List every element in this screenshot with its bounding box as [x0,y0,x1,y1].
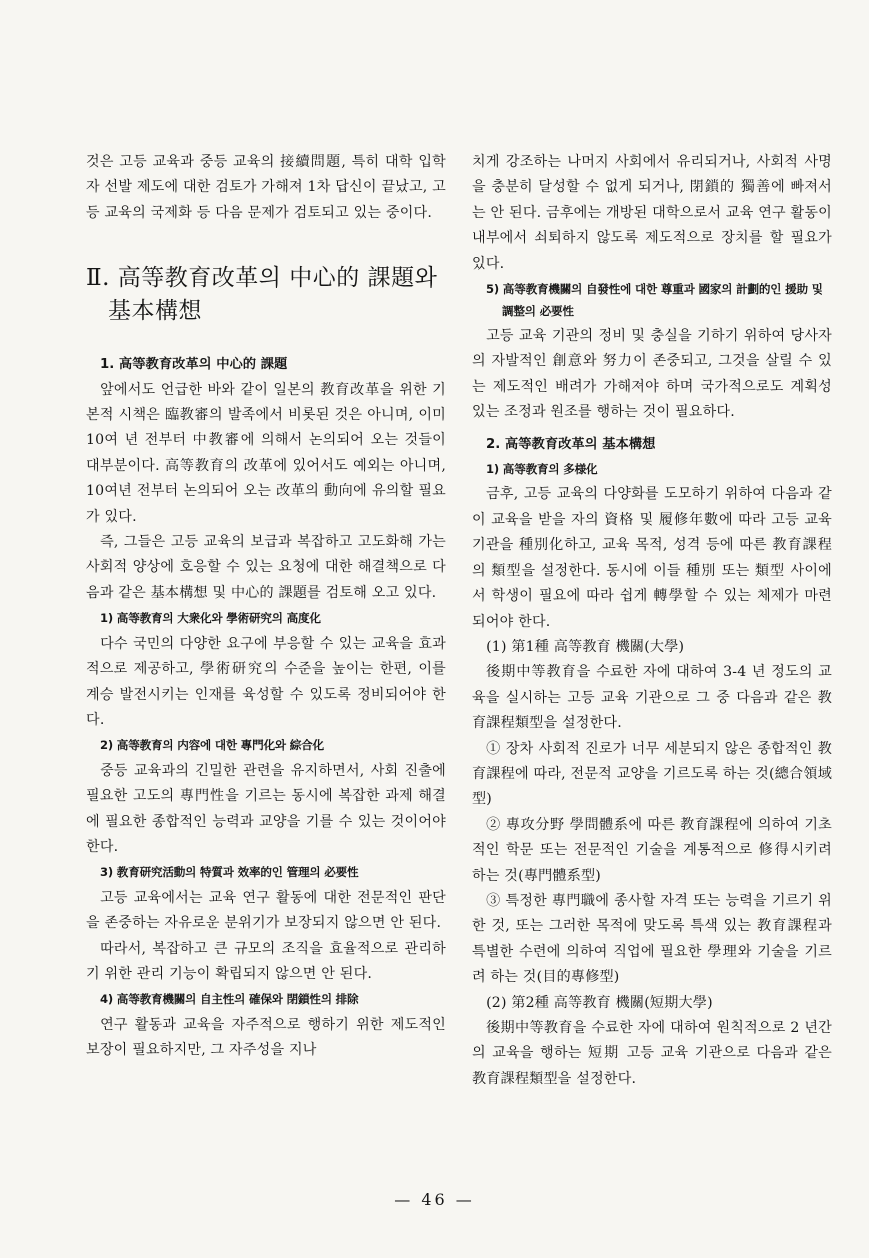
paragraph: 後期中等教育을 수료한 자에 대하여 원칙적으로 2 년간의 교육을 행하는 短期 고등 교육 기관으로 다음과 같은 教育課程類型을 설정한다. [472,1020,832,1087]
paragraph: 앞에서도 언급한 바와 같이 일본의 教育改革을 위한 기본적 시책은 臨教審의 발족에서 비롯된 것은 아니며, 이미 10여 년 전부터 中教審에 의해서 논의되어 오는 것들이 대부분이다. 高等教育의 改革에 있어서도 예외는 아니며, 10여년 전부터 논의되어 오는 改革의 動向에 유의할 필요가 있다. [86,381,446,525]
heading-central-tasks: 1. 高等教育改革의 中心的 課題 [100,357,288,373]
paragraph: 연구 활동과 교육을 자주적으로 행하기 위한 제도적인 보장이 필요하지만, 그 자주성을 지나 [86,1016,446,1059]
paragraph: 중등 교육과의 긴밀한 관련을 유지하면서, 사회 진출에 필요한 고도의 專門性을 기르는 동시에 복잡한 과제 해결에 필요한 종합적인 능력과 교양을 기를 수 있는 것이어야 한다. [86,762,446,855]
section-title: Ⅱ. 高等教育改革의 中心的 課題와 基本構想 [86,265,438,325]
paragraph: 고등 교육 기관의 정비 및 충실을 기하기 위하여 당사자의 자발적인 創意와 努力이 존중되고, 그것을 살릴 수 있는 제도적인 배려가 가해져야 하며 국가적으로도 계획성 있는 조정과 원조를 행하는 것이 필요하다. [472,328,832,421]
paragraph-intro: 것은 고등 교육과 중등 교육의 接續問題, 특히 대학 입학자 선발 제도에 대한 검토가 가해져 1차 답신이 끝났고, 고등 교육의 국제화 등 다음 문제가 검토되고 있는 중이다. [86,154,446,221]
paragraph: 금후, 고등 교육의 다양화를 도모하기 위하여 다음과 같이 교육을 받을 자의 資格 및 履修年數에 따라 고등 교육 기관을 種別化하고, 교육 목적, 성격 등에 따른 教育課程의 類型을 설정한다. 동시에 이들 種別 또는 類型 사이에서 학생이 필요에 따라 쉽게 轉學할 수 있는 체제가 마련되어야 한다. [472,486,832,630]
subheading-autonomy: 4) 高等教育機關의 自主性의 確保와 閉鎖性의 排除 [100,992,359,1007]
paragraph: 따라서, 복잡하고 큰 규모의 조직을 효율적으로 관리하기 위한 관리 기능이 확립되지 않으면 안 된다. [86,940,446,982]
paragraph: 고등 교육에서는 교육 연구 활동에 대한 전문적인 판단을 존중하는 자유로운 분위기가 보장되지 않으면 안 된다. [86,889,446,932]
list-item: ③ 특정한 專門職에 종사할 자격 또는 능력을 기르기 위한 것, 또는 그러한 목적에 맞도록 특색 있는 教育課程과 특별한 수련에 의하여 직업에 필요한 學理와 기술을 기르려 하는 것(目的專修型) [472,892,832,986]
subheading-specialization: 2) 高等教育의 内容에 대한 專門化와 綜合化 [100,738,324,753]
list-item: ① 장차 사회적 진로가 너무 세분되지 않은 종합적인 教育課程에 따라, 전문적 교양을 기르도록 하는 것(總合領域型) [472,740,832,808]
paragraph: 後期中等教育을 수료한 자에 대하여 3-4 년 정도의 교육을 실시하는 고등 교육 기관으로 그 중 다음과 같은 教育課程類型을 설정한다. [472,664,832,732]
paragraph: 즉, 그들은 고등 교육의 보급과 복잡하고 고도화해 가는 사회적 양상에 호응할 수 있는 요청에 대한 해결책으로 다음과 같은 基本構想 및 中心的 課題를 검토해 오고 있다. [86,534,446,601]
heading-basic-concept: 2. 高等教育改革의 基本構想 [486,436,656,452]
paragraph-continued: 치게 강조하는 나머지 사회에서 유리되거나, 사회적 사명을 충분히 달성할 수 없게 되거나, 閉鎖的 獨善에 빠져서는 안 된다. 금후에는 개방된 대학으로서 교육 연구 활동이 내부에서 쇠퇴하지 않도록 제도적으로 장치를 할 필요가 있다. [472,154,832,272]
subheading-diversification: 1) 高等教育의 多様化 [486,462,598,477]
page-number: — 46 — [394,1190,475,1209]
item-heading-university: (1) 第1種 高等教育 機關(大學) [486,638,685,655]
right-column [472,150,832,1092]
subheading-state-support: 5) 高等教育機關의 自發性에 대한 尊重과 國家의 計劃的인 援助 및 調整의 必要性 [486,282,823,319]
item-heading-junior-college: (2) 第2種 高等教育 機關(短期大學) [486,994,713,1011]
list-item: ② 專攻分野 學問體系에 따른 教育課程에 의하여 기초적인 학문 또는 전문적인 기술을 계통적으로 修得시키려 하는 것(專門體系型) [472,816,832,884]
left-column [86,150,446,1064]
subheading-management: 3) 教育研究活動의 特質과 效率的인 管理의 必要性 [100,865,359,880]
subheading-massification: 1) 高等教育의 大衆化와 學術研究의 高度化 [100,611,321,626]
paragraph: 다수 국민의 다양한 요구에 부응할 수 있는 교육을 효과적으로 제공하고, 學術研究의 수준을 높이는 한편, 이를 계승 발전시키는 인재를 육성할 수 있도록 정비되어야 한다. [86,635,446,728]
